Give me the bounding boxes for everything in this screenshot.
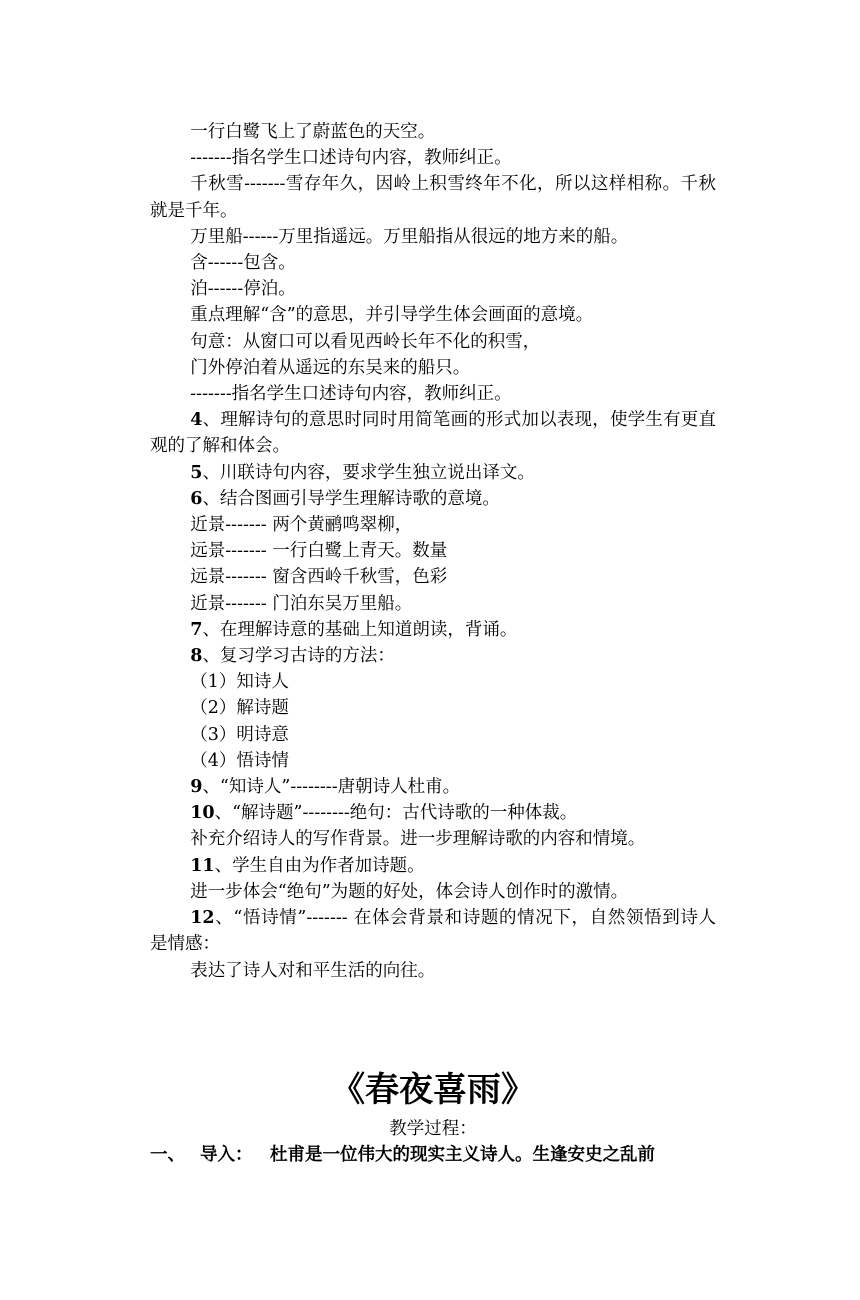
line-text: 近景------- 两个黄鹂鸣翠柳， [190,515,413,536]
line-text: 远景------- 一行白鹭上青天。数量 [190,541,448,562]
text-line [150,695,716,721]
text-line [150,905,716,957]
text-line [150,669,716,695]
line-text: -------指名学生口述诗句内容，教师纠正。 [190,148,512,169]
lesson-steps [150,119,716,984]
intro-label: 导入： [200,1144,253,1165]
text-line [150,564,716,590]
line-text: 泊------停泊。 [190,279,296,300]
text-line [150,171,716,223]
line-text: 、学生自由为作者加诗题。 [214,855,425,876]
step-number: 11 [190,855,215,876]
line-text: 含------包含。 [190,253,296,274]
line-text: 远景------- 窗含西岭千秋雪，色彩 [190,567,448,588]
text-line [150,302,716,328]
step-number: 10 [190,803,215,824]
text-line [150,748,716,774]
text-line [150,119,716,145]
line-text: 门外停泊着从遥远的东吴来的船只。 [190,357,471,378]
text-line [150,460,716,486]
text-line [150,407,716,459]
poem-title: 《春夜喜雨》 [331,1069,535,1110]
line-text: 、结合图画引导学生理解诗歌的意境。 [202,488,500,509]
line-text: 、“知诗人”--------唐朝诗人杜甫。 [202,777,461,798]
text-line [150,774,716,800]
text-line [150,826,716,852]
line-text: 、川联诗句内容，要求学生独立说出译文。 [202,462,535,483]
text-line [150,355,716,381]
line-text: 重点理解“含”的意思，并引导学生体会画面的意境。 [190,305,594,326]
text-line [150,250,716,276]
step-number: 5 [190,462,203,483]
line-text: （4）悟诗情 [190,750,289,771]
line-text: （1）知诗人 [190,672,289,693]
text-line [150,722,716,748]
line-text: 句意：从窗口可以看见西岭长年不化的积雪， [190,331,541,352]
line-text: （3）明诗意 [190,724,289,745]
line-text: 补充介绍诗人的写作背景。进一步理解诗歌的内容和情境。 [190,829,646,850]
line-text: 、“解诗题”--------绝句：古代诗歌的一种体裁。 [214,803,578,824]
text-line [150,486,716,512]
text-line [150,853,716,879]
line-text: 、“悟诗情”------- 在体会背景和诗题的情况下，自然领悟到诗人是情感： [150,908,716,955]
line-text: 、理解诗句的意思时同时用简笔画的形式加以表现，使学生有更直观的了解和体会。 [150,410,716,457]
text-line [150,224,716,250]
text-line [150,617,716,643]
line-text: 、在理解诗意的基础上知道朗读，背诵。 [202,619,518,640]
text-line [150,591,716,617]
line-text: 近景------- 门泊东吴万里船。 [190,593,413,614]
line-text: 千秋雪-------雪存年久，因岭上积雪终年不化，所以这样相称。千秋就是千年。 [150,174,716,221]
step-number: 4 [190,410,203,431]
section-subtitle: 教学过程： [389,1118,477,1139]
text-line [150,145,716,171]
step-number: 7 [190,619,203,640]
intro-text: 杜甫是一位伟大的现实主义诗人。生逢安史之乱前 [270,1144,655,1165]
intro-number: 一、 [150,1144,185,1165]
text-line [150,879,716,905]
line-text: 、复习学习古诗的方法： [202,646,395,667]
step-number: 8 [190,646,203,667]
text-line [150,276,716,302]
text-line [150,512,716,538]
step-number: 6 [190,488,203,509]
text-line [150,381,716,407]
line-text: （2）解诗题 [190,698,289,719]
text-line [150,538,716,564]
document-body [150,119,716,1168]
line-text: 进一步体会“绝句”为题的好处，体会诗人创作时的激情。 [190,881,629,902]
intro-paragraph [150,1142,716,1168]
text-line [150,800,716,826]
text-line [150,329,716,355]
text-line [150,643,716,669]
step-number: 12 [190,908,215,929]
line-text: 万里船------万里指遥远。万里船指从很远的地方来的船。 [190,226,629,247]
line-text: 表达了诗人对和平生活的向往。 [190,960,436,981]
step-number: 9 [190,777,203,798]
line-text: 一行白鹭飞上了蔚蓝色的天空。 [190,122,436,142]
text-line [150,958,716,984]
line-text: -------指名学生口述诗句内容，教师纠正。 [190,384,512,405]
section-spacer [150,984,716,1068]
